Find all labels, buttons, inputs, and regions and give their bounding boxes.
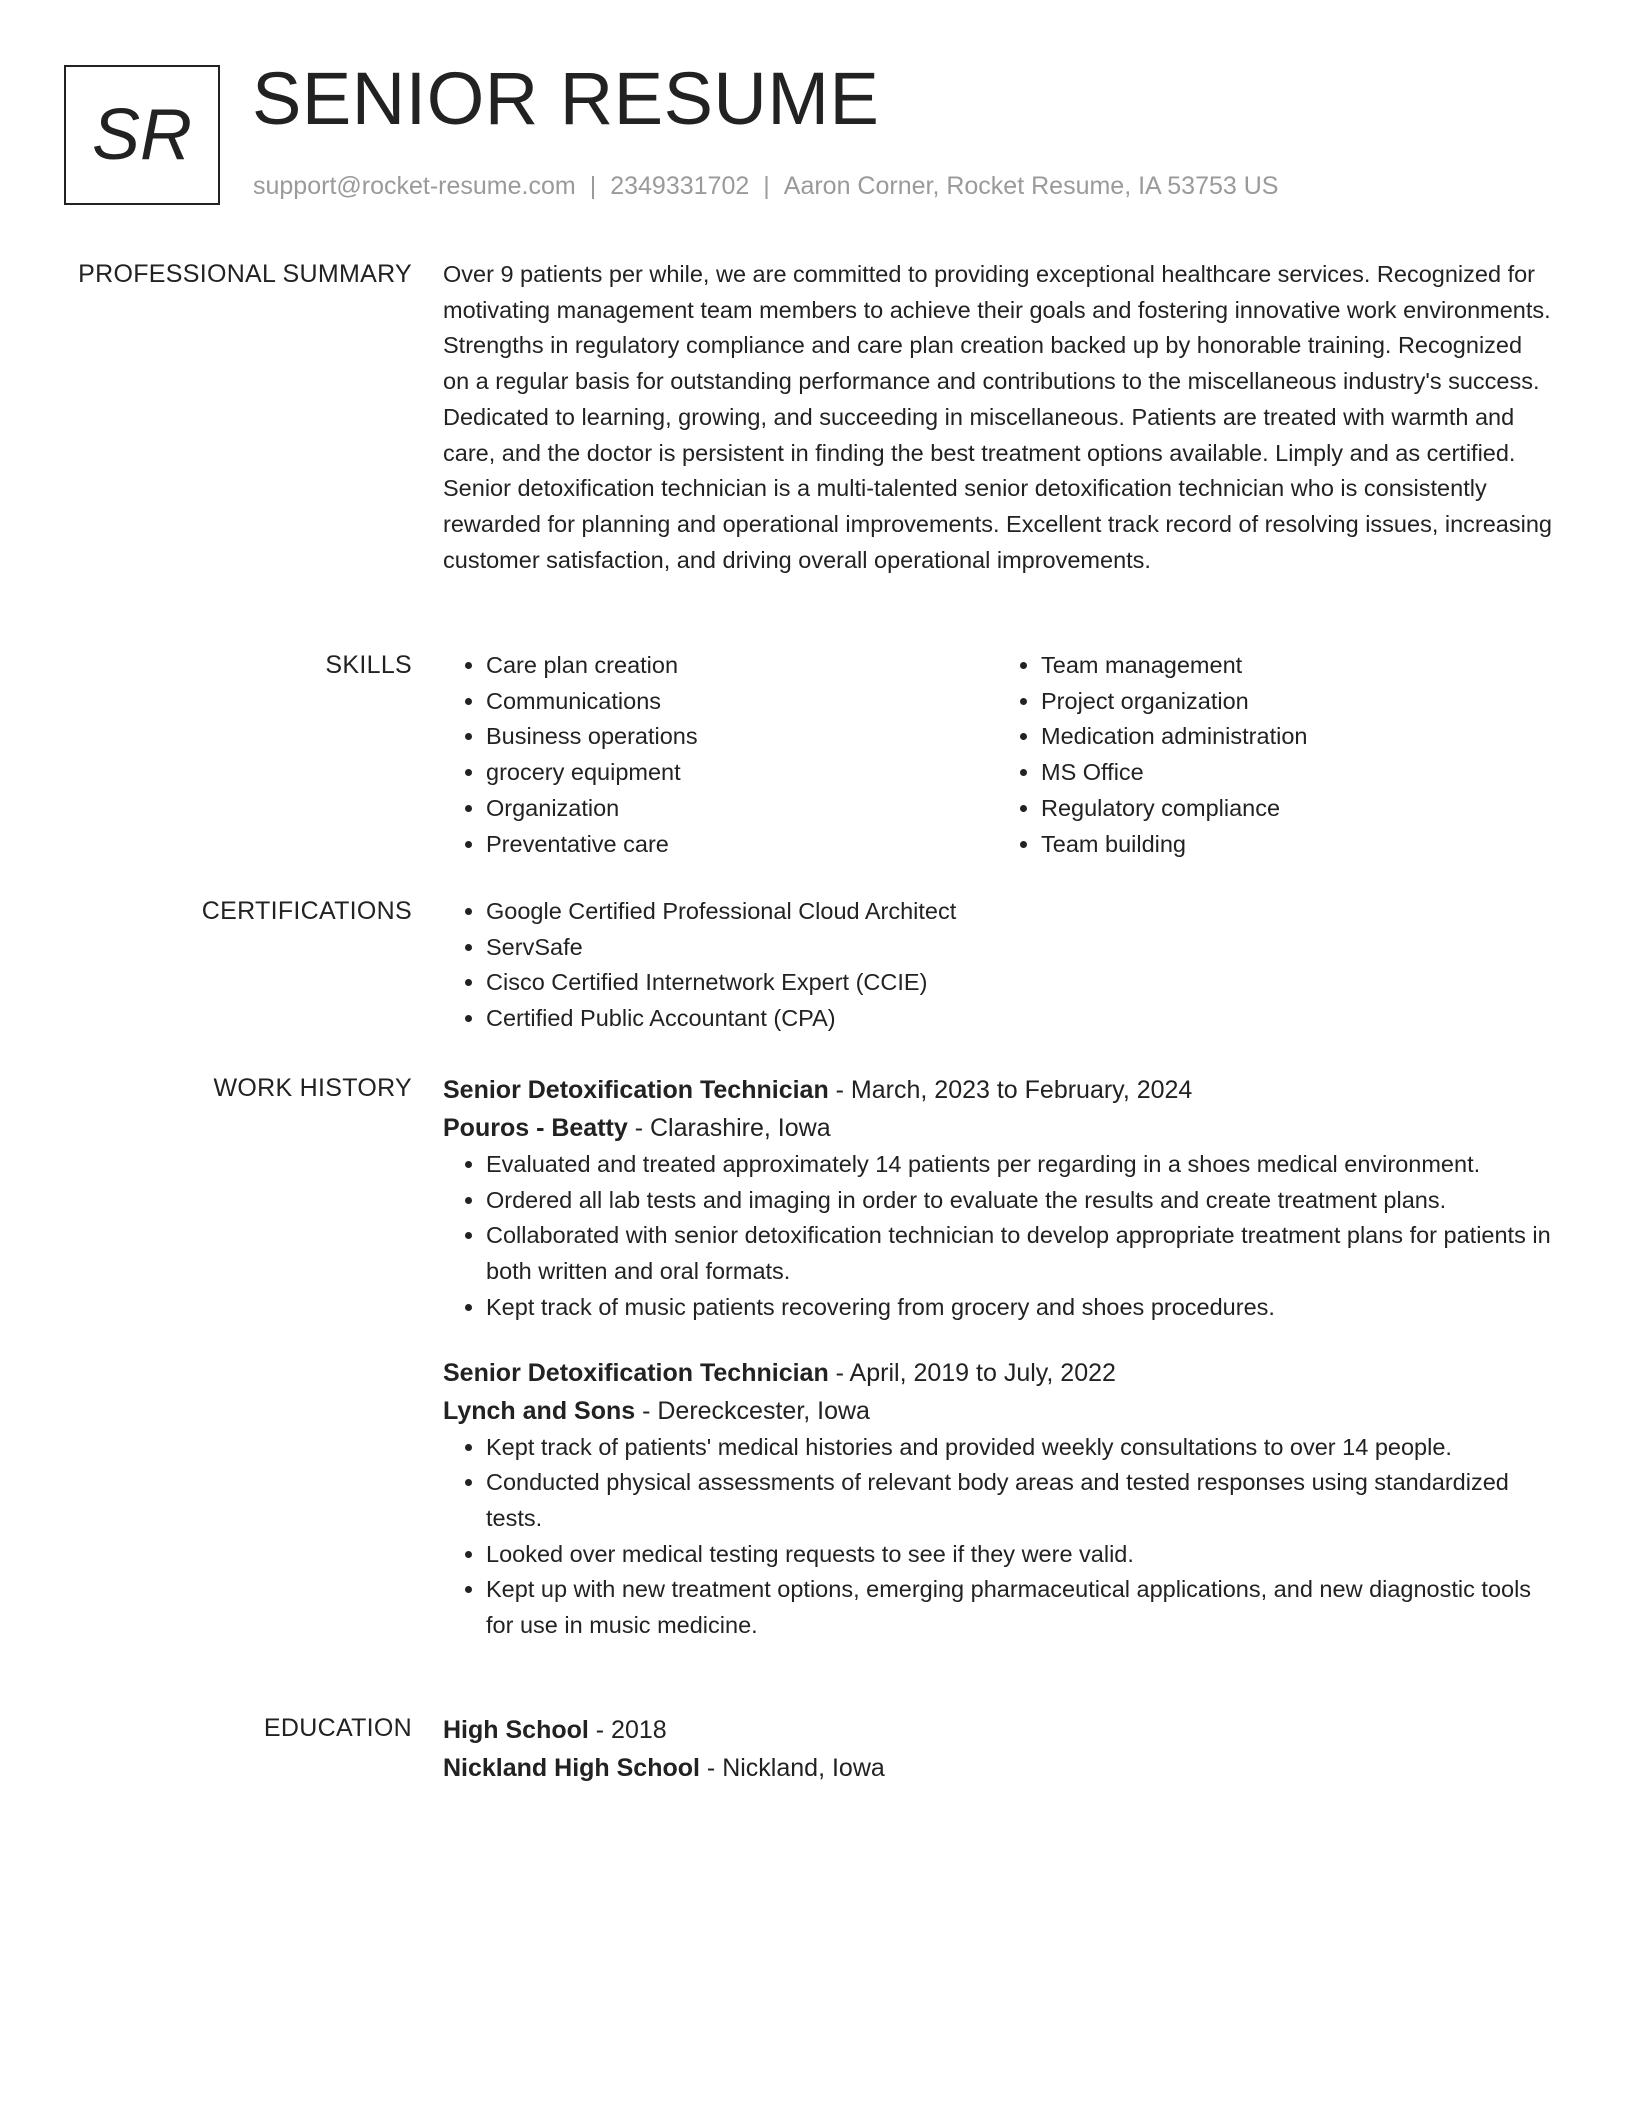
skills-list-left — [443, 648, 998, 862]
skill-item: • grocery equipment — [486, 755, 998, 791]
skill-item: • Regulatory compliance — [1041, 791, 1553, 827]
summary-body — [443, 257, 1553, 578]
certification-item: • Certified Public Accountant (CPA) — [486, 1001, 1553, 1037]
education-school-line — [443, 1749, 1553, 1787]
skills-body — [443, 648, 1553, 862]
job-bullet: • Conducted physical assessments of relevant body areas and tested responses using standardized tests. — [486, 1465, 1553, 1536]
job-bullet: • Kept up with new treatment options, emerging pharmaceutical applications, and new diagnostic tools for use in music medicine. — [486, 1572, 1553, 1643]
skill-item: • Care plan creation — [486, 648, 998, 684]
job-company-line — [443, 1109, 1553, 1147]
contact-email: support@rocket-resume.com — [253, 172, 576, 200]
job-bullet: • Evaluated and treated approximately 14 patients per regarding in a shoes medical environment. — [486, 1147, 1553, 1183]
job-title: Senior Detoxification Technician — [443, 1358, 829, 1387]
skill-item: • Team management — [1041, 648, 1553, 684]
job-bullet: • Ordered all lab tests and imaging in order to evaluate the results and create treatment plans. — [486, 1183, 1553, 1219]
skill-item: • Organization — [486, 791, 998, 827]
contact-separator: | — [589, 172, 597, 200]
job-company: Lynch and Sons — [443, 1396, 636, 1425]
section-label-summary: PROFESSIONAL SUMMARY — [78, 260, 412, 288]
job-bullet: • Collaborated with senior detoxification technician to develop appropriate treatment plans for patients in both written and oral formats. — [486, 1218, 1553, 1289]
certification-item: • Cisco Certified Internetwork Expert (CCIE) — [486, 965, 1553, 1001]
skills-list-right — [998, 648, 1553, 862]
job-title: Senior Detoxification Technician — [443, 1076, 829, 1104]
education-degree: High School — [443, 1716, 589, 1744]
contact-phone: 2349331702 — [610, 172, 750, 200]
job-bullets — [443, 1430, 1553, 1644]
skill-item: • Team building — [1041, 827, 1553, 863]
contact-line — [253, 172, 1278, 201]
job-entry — [443, 1071, 1553, 1326]
certification-item: • ServSafe — [486, 930, 1553, 966]
certifications-body — [443, 894, 1553, 1037]
contact-separator: | — [763, 172, 770, 200]
skill-item: • Communications — [486, 684, 998, 720]
job-bullet: • Kept track of patients' medical histories and provided weekly consultations to over 14 people. — [486, 1430, 1553, 1466]
education-degree-line — [443, 1711, 1553, 1749]
education-body — [443, 1711, 1553, 1787]
job-bullets — [443, 1147, 1553, 1326]
certification-item: • Google Certified Professional Cloud Architect — [486, 894, 1553, 930]
job-dates: - March, 2023 to February, 2024 — [828, 1076, 1193, 1104]
job-entry — [443, 1354, 1553, 1644]
job-bullet: • Kept track of music patients recovering from grocery and shoes procedures. — [486, 1290, 1553, 1326]
job-location: - Dereckcester, Iowa — [635, 1396, 870, 1425]
job-company: Pouros - Beatty — [443, 1114, 628, 1142]
job-location: - Clarashire, Iowa — [627, 1114, 831, 1142]
education-location: - Nickland, Iowa — [699, 1754, 885, 1782]
section-label-education: EDUCATION — [263, 1714, 412, 1742]
job-title-line — [443, 1354, 1553, 1392]
skill-item: • Project organization — [1041, 684, 1553, 720]
summary-text: Over 9 patients per while, we are committed to providing exceptional healthcare services. Recognized for motivating management team members to achieve their goals and fostering innovative work environments. Strengths in regulatory compliance and care plan creation backed up by honorable training. Recognized on a regular basis for outstanding performance and contributions to the miscellaneous industry's success. Dedicated to learning, growing, and succeeding in miscellaneous. Patients are treated with warmth and care, and the doctor is persistent in finding the best treatment options available. Limply and as certified. Senior detoxification technician is a multi-talented senior detoxification technician who is consistently rewarded for planning and operational improvements. Excellent track record of resolving issues, increasing customer satisfaction, and driving overall operational improvements. — [443, 261, 1552, 573]
education-year: - 2018 — [588, 1716, 667, 1744]
skill-item: • MS Office — [1041, 755, 1553, 791]
page-title: SENIOR RESUME — [252, 57, 880, 140]
skill-item: • Preventative care — [486, 827, 998, 863]
job-dates: - April, 2019 to July, 2022 — [828, 1358, 1116, 1387]
certifications-list — [443, 894, 1553, 1037]
job-title-line — [443, 1071, 1553, 1109]
education-school: Nickland High School — [443, 1754, 700, 1782]
contact-address: Aaron Corner, Rocket Resume, IA 53753 US — [783, 172, 1279, 200]
monogram-logo: SR — [64, 65, 220, 205]
skill-item: • Medication administration — [1041, 719, 1553, 755]
section-label-skills: SKILLS — [325, 651, 412, 679]
job-bullet: • Looked over medical testing requests to see if they were valid. — [486, 1537, 1553, 1573]
job-company-line — [443, 1392, 1553, 1430]
section-label-work: WORK HISTORY — [213, 1074, 412, 1102]
skill-item: • Business operations — [486, 719, 998, 755]
work-body — [443, 1071, 1553, 1672]
section-label-certifications: CERTIFICATIONS — [201, 897, 412, 925]
